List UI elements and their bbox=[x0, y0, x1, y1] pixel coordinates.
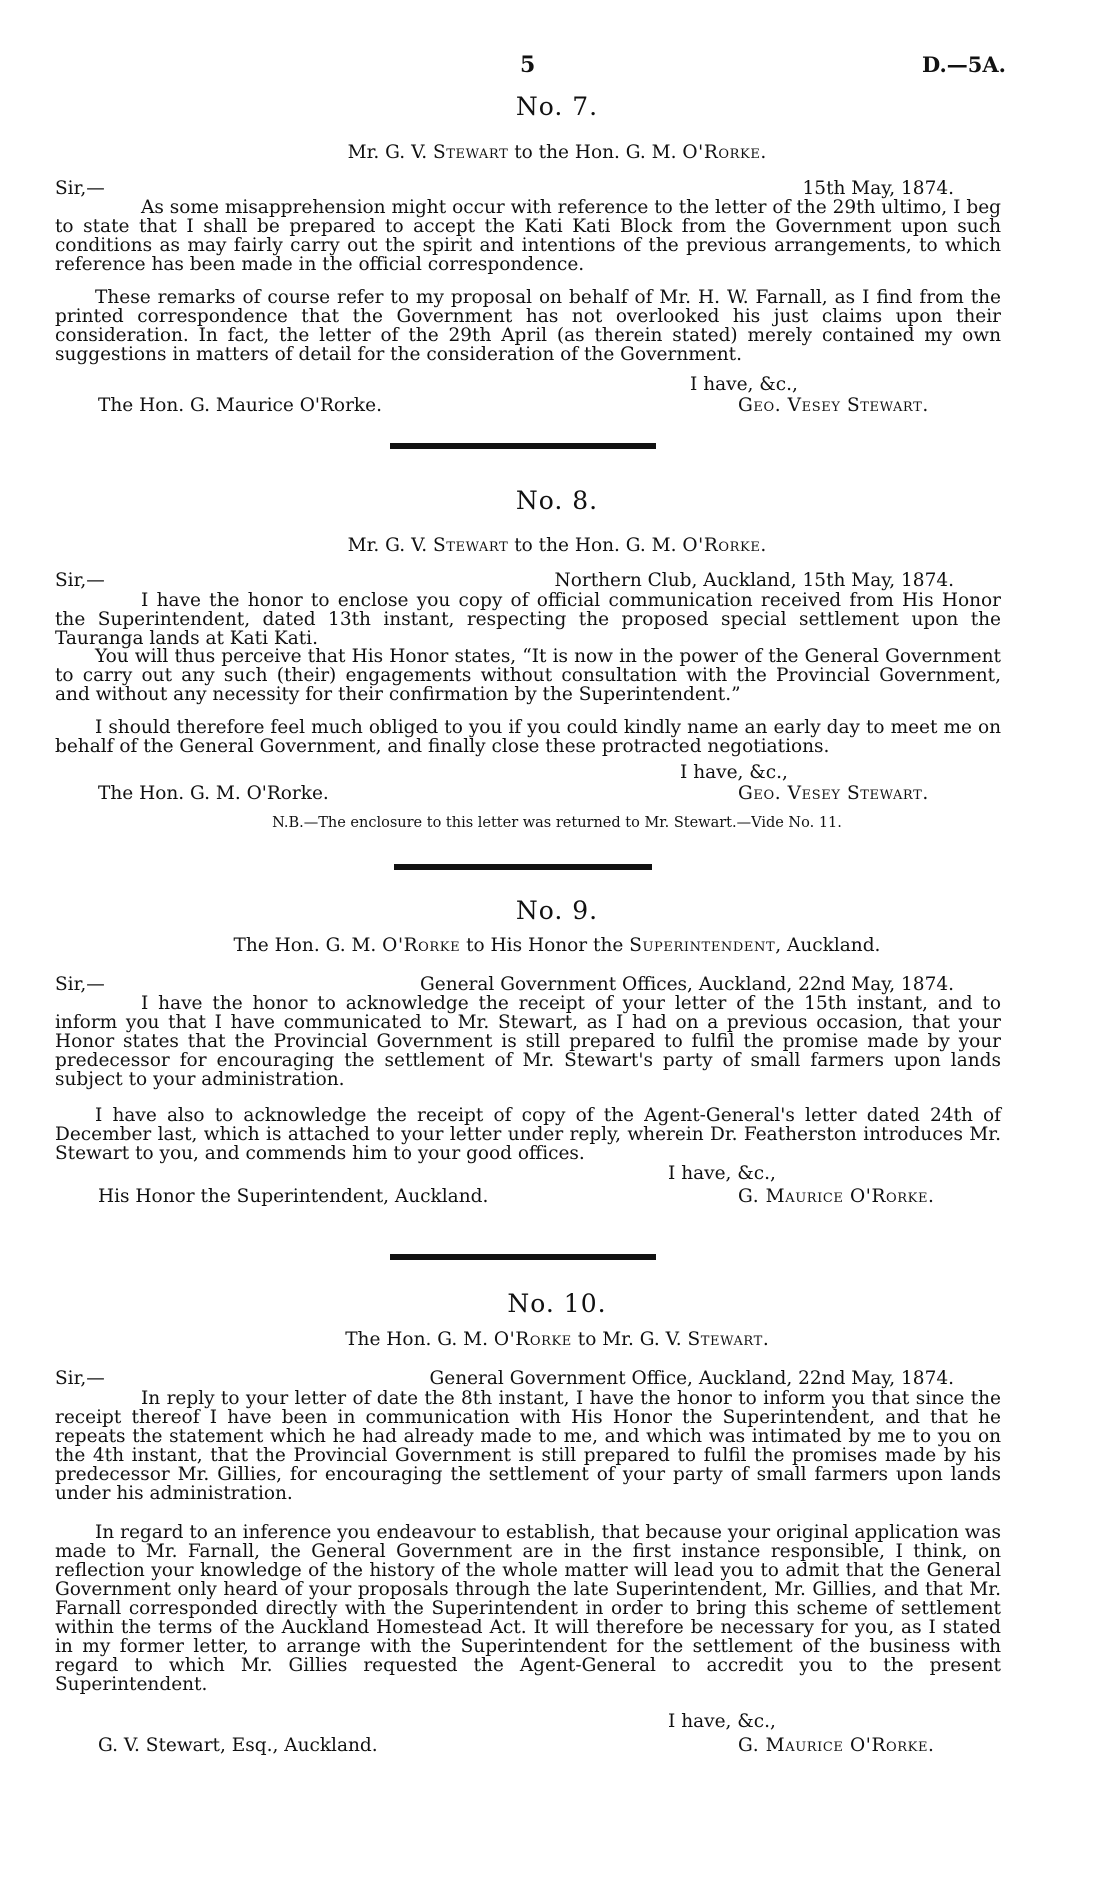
heading-prefix: Mr. G. V. bbox=[347, 535, 433, 556]
heading-middle: to the Hon. G. M. bbox=[508, 142, 683, 163]
running-header bbox=[0, 52, 1114, 82]
page-number: 5 bbox=[520, 52, 536, 78]
paragraph: In reply to your letter of date the 8th instant, I have the honor to inform you that since the receipt thereof I have been in communication with His Honor the Superintendent, and that he repeats the statement which he had already made to me, and which was intimated by me to you on the 4th instant, that the Provincial Government is still prepared to fulfil the promises made by his predecessor Mr. Gillies, for encouraging the settlement of your party of small farmers upon lands under his administration. bbox=[55, 1388, 1001, 1504]
letter-date: 15th May, 1874. bbox=[802, 178, 954, 199]
letter-heading bbox=[0, 535, 1114, 556]
heading-prefix: The Hon. G. M. bbox=[345, 1329, 494, 1350]
paragraph: These remarks of course refer to my proposal on behalf of Mr. H. W. Farnall, as I find from the printed correspondence that the Government has not overlooked his just claims upon their consideration. In fact, the letter of the 29th April (as therein stated) merely contained my own suggestions in matters of detail for the consideration of the Government. bbox=[55, 287, 1001, 365]
addressee: G. V. Stewart, Esq., Auckland. bbox=[98, 1735, 378, 1756]
salutation: Sir,— bbox=[55, 570, 105, 591]
paragraph: In regard to an inference you endeavour to establish, that because your original application was made to Mr. Farnall, the General Government are in the first instance responsible, I think, on reflection your knowledge of the history of the whole matter will lead you to admit that the General Government only heard of your proposals through the late Superintendent, Mr. Gillies, and that Mr. Farnall corresponded directly with the Superintendent in order to bring this scheme of settlement within the terms of the Auckland Homestead Act. It will therefore be necessary for you, as I stated in my former letter, to arrange with the Superintendent for the settlement of the business with regard to which Mr. Gillies requested the Agent-General to accredit you to the present Superintendent. bbox=[55, 1522, 1001, 1695]
signature: Geo. Vesey Stewart. bbox=[738, 783, 929, 804]
paragraph: You will thus perceive that His Honor states, “It is now in the power of the General Government to carry out any such (their) engagements without consultation with the Provincial Government, and without any necessity for their confirmation by the Superintendent.” bbox=[55, 646, 1001, 705]
heading-recipient: Stewart bbox=[687, 1329, 763, 1350]
heading-sender: O'Rorke bbox=[493, 1329, 572, 1350]
letter-heading bbox=[0, 1329, 1114, 1350]
letter-number: No. 10. bbox=[507, 1289, 607, 1318]
paragraph: I have also to acknowledge the receipt of copy of the Agent-General's letter dated 24th of December last, which is attached to your letter under reply, wherein Dr. Featherston introduces Mr. Stewart to you, and commends him to your good offices. bbox=[55, 1105, 1001, 1164]
heading-sender: Stewart bbox=[432, 535, 509, 556]
footnote: N.B.—The enclosure to this letter was returned to Mr. Stewart.—Vide No. 11. bbox=[272, 815, 842, 831]
closing: I have, &c., bbox=[668, 1711, 776, 1732]
heading-sender: O'Rorke bbox=[382, 935, 461, 956]
heading-suffix: , Auckland. bbox=[775, 935, 881, 956]
letter-date: Northern Club, Auckland, 15th May, 1874. bbox=[554, 570, 954, 591]
salutation: Sir,— bbox=[55, 178, 105, 199]
heading-sender: Stewart bbox=[432, 142, 509, 163]
heading-prefix: Mr. G. V. bbox=[347, 142, 433, 163]
paragraph: I should therefore feel much obliged to you if you could kindly name an early day to meet me on behalf of the General Government, and finally close these protracted negotiations. bbox=[55, 717, 1001, 757]
section-divider bbox=[394, 864, 652, 870]
addressee: His Honor the Superintendent, Auckland. bbox=[98, 1186, 489, 1207]
signature: G. Maurice O'Rorke. bbox=[738, 1186, 935, 1207]
heading-middle: to His Honor the bbox=[460, 935, 630, 956]
paragraph: As some misapprehension might occur with reference to the letter of the 29th ultimo, I beg to state that I shall be prepared to accept the Kati Kati Block from the Government upon such conditions as may fairly carry out the spirit and intentions of the previous arrangements, to which reference has been made in the official correspondence. bbox=[55, 197, 1001, 275]
signature: Geo. Vesey Stewart. bbox=[738, 395, 929, 416]
letter-number: No. 9. bbox=[515, 896, 599, 925]
heading-suffix: . bbox=[762, 1329, 769, 1350]
section-divider bbox=[390, 1254, 656, 1260]
heading-recipient: Superintendent bbox=[629, 935, 776, 956]
signature: G. Maurice O'Rorke. bbox=[738, 1735, 935, 1756]
heading-recipient: O'Rorke bbox=[682, 535, 761, 556]
letter-date: General Government Office, Auckland, 22nd May, 1874. bbox=[429, 1368, 954, 1389]
letter-heading bbox=[0, 142, 1114, 163]
closing: I have, &c., bbox=[690, 374, 798, 395]
document-code: D.—5A. bbox=[922, 52, 1006, 77]
heading-suffix: . bbox=[760, 142, 767, 163]
addressee: The Hon. G. Maurice O'Rorke. bbox=[98, 395, 382, 416]
section-divider bbox=[390, 443, 656, 449]
letter-number: No. 8. bbox=[515, 486, 599, 515]
letter-heading bbox=[0, 935, 1114, 956]
heading-middle: to the Hon. G. M. bbox=[508, 535, 683, 556]
closing: I have, &c., bbox=[680, 762, 788, 783]
paragraph: I have the honor to acknowledge the receipt of your letter of the 15th instant, and to inform you that I have communicated to Mr. Stewart, as I had on a previous occasion, that your Honor states that the Provincial Government is still prepared to fulfil the promise made by your predecessor for encouraging the settlement of Mr. Stewart's party of small farmers upon lands subject to your administration. bbox=[55, 993, 1001, 1090]
salutation: Sir,— bbox=[55, 1368, 105, 1389]
heading-suffix: . bbox=[760, 535, 767, 556]
addressee: The Hon. G. M. O'Rorke. bbox=[98, 783, 329, 804]
letter-date: General Government Offices, Auckland, 22nd May, 1874. bbox=[419, 974, 954, 995]
heading-middle: to Mr. G. V. bbox=[571, 1329, 688, 1350]
heading-prefix: The Hon. G. M. bbox=[233, 935, 383, 956]
letter-number: No. 7. bbox=[515, 92, 599, 121]
salutation: Sir,— bbox=[55, 974, 105, 995]
paragraph: I have the honor to enclose you copy of official communication received from His Honor the Superintendent, dated 13th instant, respecting the proposed special settlement upon the Tauranga lands at Kati Kati. bbox=[55, 590, 1001, 649]
closing: I have, &c., bbox=[668, 1163, 776, 1184]
heading-recipient: O'Rorke bbox=[682, 142, 761, 163]
